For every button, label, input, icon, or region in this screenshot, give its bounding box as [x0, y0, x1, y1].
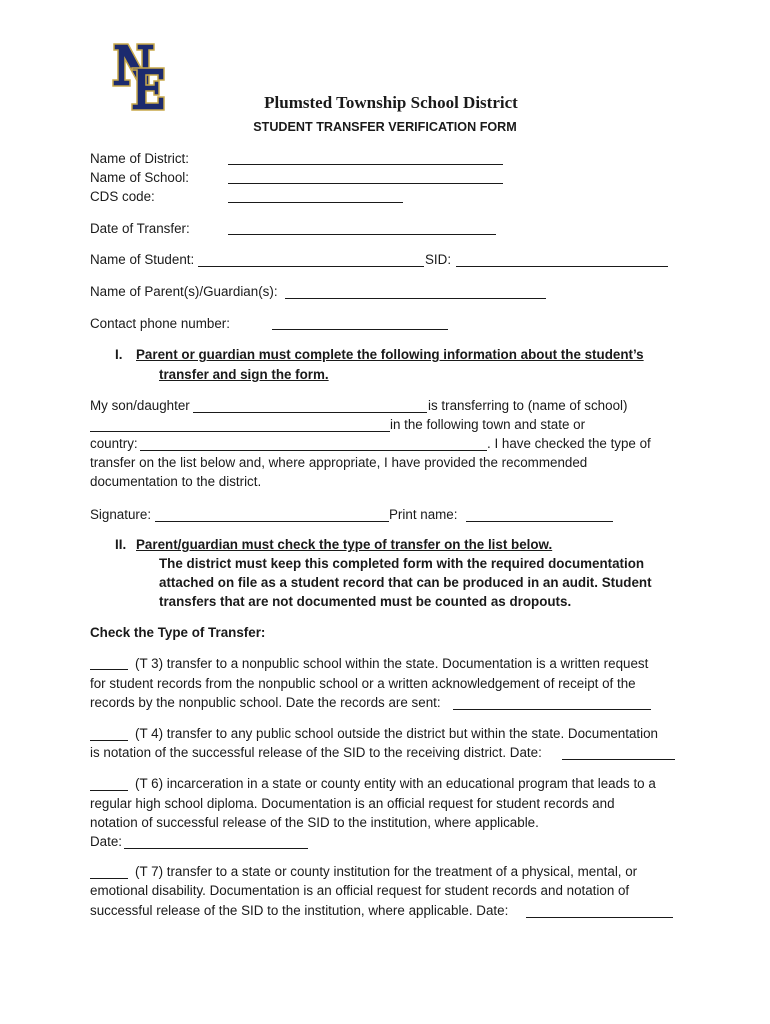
t6-text-line1: (T 6) incarceration in a state or county entity with an educational program that leads to a — [135, 776, 656, 791]
section1-heading-cont: transfer and sign the form. — [159, 367, 329, 382]
t3-text-line2: for student records from the nonpublic school or a written acknowledgement of receipt of the — [90, 676, 636, 691]
district-label: Name of District: — [90, 151, 189, 166]
new-school-input[interactable] — [90, 431, 390, 432]
student-input[interactable] — [198, 266, 424, 267]
cds-label: CDS code: — [90, 189, 155, 204]
country-label: country: — [90, 436, 138, 451]
t3-date-input[interactable] — [453, 709, 651, 710]
section1-numeral: I. — [115, 347, 123, 362]
transfer-date-input[interactable] — [228, 234, 496, 235]
student-label: Name of Student: — [90, 252, 195, 267]
section1-text-line4: documentation to the district. — [90, 474, 262, 489]
sid-label: SID: — [425, 252, 452, 267]
t3-text-line1: (T 3) transfer to a nonpublic school within the state. Documentation is a written request — [135, 656, 649, 671]
parent-input[interactable] — [285, 298, 546, 299]
t7-text-line2: emotional disability. Documentation is an official request for student records and notation of — [90, 883, 630, 898]
t4-date-input[interactable] — [562, 759, 675, 760]
t6-date-label: Date: — [90, 834, 123, 849]
t6-text-line2: regular high school diploma. Documentation is an official request for student records and — [90, 796, 615, 811]
t3-checkbox-line[interactable] — [90, 669, 128, 670]
student-name-input[interactable] — [193, 412, 427, 413]
form-title: STUDENT TRANSFER VERIFICATION FORM — [253, 120, 517, 134]
son-label: My son/daughter — [90, 398, 190, 413]
t4-checkbox-line[interactable] — [90, 740, 128, 741]
t7-date-input[interactable] — [526, 917, 673, 918]
section2-note-line2: attached on file as a student record that can be produced in an audit. Student — [159, 575, 652, 590]
section2-heading: Parent/guardian must check the type of transfer on the list below. — [136, 537, 553, 552]
print-name-label: Print name: — [389, 507, 458, 522]
t4-text-line1: (T 4) transfer to any public school outside the district but within the state. Documentation — [135, 726, 658, 741]
t3-text-line3: records by the nonpublic school. Date the records are sent: — [90, 695, 441, 710]
t7-checkbox-line[interactable] — [90, 878, 128, 879]
print-name-input[interactable] — [466, 521, 613, 522]
town-text: in the following town and state or — [390, 417, 586, 432]
t6-date-input[interactable] — [124, 848, 308, 849]
sid-input[interactable] — [456, 266, 668, 267]
phone-label: Contact phone number: — [90, 316, 230, 331]
signature-input[interactable] — [155, 521, 389, 522]
transferring-text: is transferring to (name of school) — [428, 398, 628, 413]
district-input[interactable] — [228, 164, 503, 165]
phone-input[interactable] — [272, 329, 448, 330]
transfer-date-label: Date of Transfer: — [90, 221, 190, 236]
logo-n-letter — [113, 44, 154, 86]
section1-heading: Parent or guardian must complete the following information about the student’s — [136, 347, 644, 362]
section1-text-line3: transfer on the list below and, where appropriate, I have provided the recommended — [90, 455, 588, 470]
school-input[interactable] — [228, 183, 503, 184]
t4-text-line2: is notation of the successful release of the SID to the receiving district. Date: — [90, 745, 542, 760]
check-type-heading: Check the Type of Transfer: — [90, 625, 266, 640]
parent-label: Name of Parent(s)/Guardian(s): — [90, 284, 278, 299]
school-label: Name of School: — [90, 170, 189, 185]
t6-text-line3: notation of successful release of the SID to the institution, where applicable. — [90, 815, 539, 830]
signature-label: Signature: — [90, 507, 152, 522]
section2-note-line3: transfers that are not documented must be counted as dropouts. — [159, 594, 572, 609]
section2-note-line1: The district must keep this completed form with the required documentation — [159, 556, 645, 571]
t6-checkbox-line[interactable] — [90, 790, 128, 791]
cds-input[interactable] — [228, 202, 403, 203]
section2-numeral: II. — [115, 537, 127, 552]
country-input[interactable] — [140, 450, 487, 451]
t7-text-line3: successful release of the SID to the institution, where applicable. Date: — [90, 903, 509, 918]
t7-text-line1: (T 7) transfer to a state or county institution for the treatment of a physical, mental, or — [135, 864, 638, 879]
checked-text: . I have checked the type of — [487, 436, 651, 451]
district-title: Plumsted Township School District — [264, 93, 518, 112]
